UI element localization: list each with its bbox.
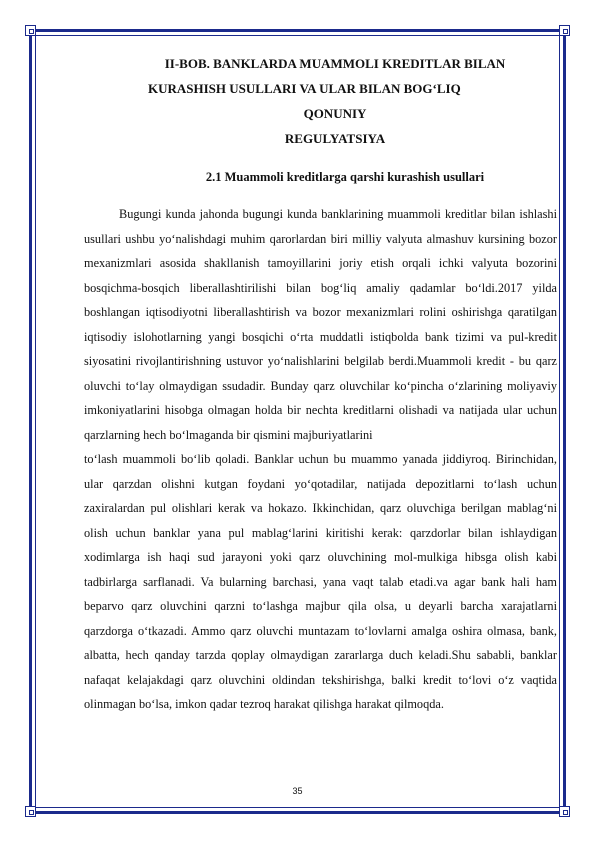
corner-ornament-top-left [25,25,36,36]
corner-ornament-bottom-right [559,806,570,817]
chapter-title-line-3: QONUNIY [303,106,367,121]
chapter-title-line-4: REGULYATSIYA [284,131,386,146]
page-number: 35 [292,786,303,796]
chapter-title-line-2: KURASHISH USULLARI VA ULAR BILAN BOG‘LIQ [148,81,461,96]
paragraph-1: Bugungi kunda jahonda bugungi kunda banklarining muammoli kreditlar bilan ishlashi usullari ushbu yo‘nalishdagi muhim qarorlardan biri milliy valyuta almashuv kursining bozor mexanizmlari asosida shakllanish tamoyillarini joriy etish orqali ichki valyuta bozorini bosqichma-bosqich liberallashtirilishi bilan bog‘liq amaliy qadamlar bo‘ldi.2017 yilda boshlangan iqtisodiyotni liberallashtirish va bozor mexanizmlari rolini oshirishga qaratilgan iqtisodiy islohotlarning yangi bosqichi o‘rta muddatli istiqbolda bank tizimi va pul-kredit siyosatini rivojlantirishning ustuvor yo‘nalishlarini belgilab berdi.Muammoli kredit - bu qarz oluvchi to‘lay olmaydigan ssudadir. Bunday qarz oluvchilar ko‘pincha o‘zlarining moliyaviy imkoniyatlarini hisobga olmagan holda bir nechta kreditlarni olishadi va natijada ular uchun qarzlarning hech bo‘lmaganda bir qismini majburiyatlarini [84,207,557,442]
corner-ornament-bottom-left [25,806,36,817]
chapter-title-line-1: II-BOB. BANKLARDA MUAMMOLI KREDITLAR BILAN [164,56,506,71]
section-title: 2.1 Muammoli kreditlarga qarshi kurashish usullari [205,170,485,184]
corner-ornament-top-right [559,25,570,36]
body-text [84,202,557,717]
paragraph-2: to‘lash muammoli bo‘lib qoladi. Banklar uchun bu muammo yanada jiddiyroq. Birinchidan, ular qarzdan olishni kutgan foydani yo‘qotadilar, natijada depozitlarni to‘lash uchun zaxiralardan pul olishlari kerak va hokazo. Ikkinchidan, qarz oluvchiga berilgan mablag‘ni olish uchun banklar yana pul mablag‘larini kiritishi kerak: qarzdorlar bilan ishlaydigan xodimlarga ish haqi sud jarayoni yoki qarz oluvchining mol-mulkiga hibsga olish kabi tadbirlarga sarflanadi. Va bularning barchasi, yana vaqt talab etadi.va agar bank hali ham beparvo qarz oluvchini qarzni to‘lashga majbur qila olsa, u deyarli barcha xarajatlarni qarzdorga o‘tkazadi. Ammo qarz oluvchi muntazam to‘lovlarni amalga oshira olmasa, bank, albatta, hech qanday tarzda qoplay olmaydigan zararlarga duch keladi.Shu sababli, banklar nafaqat kelajakdagi qarz oluvchini oldindan tekshirishga, balki kredit to‘lovi o‘z vaqtida olinmagan bo‘lsa, imkon qadar tezroq harakat qilishga harakat qilmoqda. [84,452,557,711]
